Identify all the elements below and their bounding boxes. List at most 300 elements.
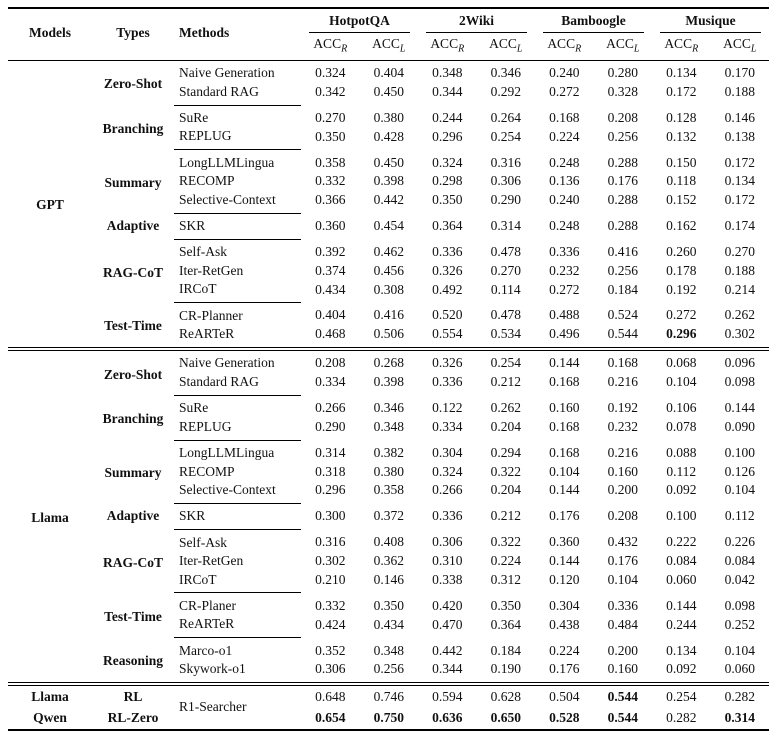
table-row xyxy=(8,530,769,552)
value-cell: 0.184 xyxy=(607,281,638,297)
value-cell: 0.348 xyxy=(373,642,404,658)
value-cell: 0.364 xyxy=(490,616,521,632)
value-cell: 0.120 xyxy=(549,571,580,587)
value-cell: 0.144 xyxy=(549,482,580,498)
model-label: GPT xyxy=(36,197,64,213)
metric-header-accr-bamboogle: $ACC_R$ xyxy=(535,33,594,60)
value-cell: 0.334 xyxy=(432,418,463,434)
value-cell: 0.204 xyxy=(490,418,521,434)
value-cell: 0.404 xyxy=(315,307,346,323)
value-cell: 0.098 xyxy=(724,597,755,613)
value-cell: 0.216 xyxy=(607,444,638,460)
table-row xyxy=(8,684,769,707)
value-cell: 0.244 xyxy=(666,616,697,632)
value-cell: 0.534 xyxy=(490,326,521,342)
value-cell: 0.282 xyxy=(711,684,770,707)
value-cell: 0.344 xyxy=(432,83,463,99)
value-cell: 0.358 xyxy=(373,482,404,498)
value-cell: 0.256 xyxy=(607,128,638,144)
value-cell: 0.260 xyxy=(666,244,697,260)
value-cell: 0.362 xyxy=(373,553,404,569)
metric-header-accl-musique: $ACC_L$ xyxy=(711,33,770,60)
type-label: Branching xyxy=(102,411,164,427)
value-cell: 0.240 xyxy=(549,65,580,81)
value-cell: 0.256 xyxy=(373,661,404,677)
value-cell: 0.210 xyxy=(315,571,346,587)
value-cell: 0.636 xyxy=(432,709,463,725)
method-label: Marco-o1 xyxy=(174,638,301,660)
value-cell: 0.172 xyxy=(724,191,755,207)
value-cell: 0.308 xyxy=(373,281,404,297)
benchmark-header-2wiki: 2Wiki xyxy=(418,8,535,33)
type-label: Zero-Shot xyxy=(92,349,174,395)
value-cell: 0.112 xyxy=(724,508,755,524)
value-cell: 0.168 xyxy=(594,349,653,373)
value-cell: 0.112 xyxy=(666,463,697,479)
value-cell: 0.268 xyxy=(360,349,419,373)
value-cell: 0.288 xyxy=(607,191,638,207)
value-cell: 0.118 xyxy=(666,173,697,189)
type-label: RL xyxy=(92,684,174,707)
value-cell: 0.200 xyxy=(607,642,638,658)
table-row xyxy=(8,303,769,325)
type-label: RL-Zero xyxy=(107,709,159,725)
value-cell: 0.272 xyxy=(549,83,580,99)
value-cell: 0.434 xyxy=(373,616,404,632)
method-label: Skywork-o1 xyxy=(179,661,246,677)
value-cell: 0.650 xyxy=(490,709,521,725)
value-cell: 0.380 xyxy=(373,463,404,479)
section-llama-qwen xyxy=(8,684,769,730)
value-cell: 0.314 xyxy=(724,709,755,725)
value-cell: 0.456 xyxy=(373,262,404,278)
value-cell: 0.126 xyxy=(724,463,755,479)
table-row xyxy=(8,150,769,172)
value-cell: 0.288 xyxy=(607,218,638,234)
type-label: Test-Time xyxy=(104,608,162,624)
table-row xyxy=(8,593,769,615)
value-cell: 0.122 xyxy=(432,400,463,416)
col-header-models: Models xyxy=(8,8,92,60)
value-cell: 0.314 xyxy=(315,444,346,460)
method-label: Standard RAG xyxy=(179,83,259,99)
method-label: ReARTeR xyxy=(179,616,235,632)
value-cell: 0.098 xyxy=(724,374,755,390)
value-cell: 0.232 xyxy=(607,418,638,434)
value-cell: 0.350 xyxy=(490,597,521,613)
value-cell: 0.350 xyxy=(432,191,463,207)
value-cell: 0.336 xyxy=(432,244,463,260)
value-cell: 0.334 xyxy=(315,374,346,390)
value-cell: 0.326 xyxy=(418,349,477,373)
value-cell: 0.304 xyxy=(549,597,580,613)
metric-header-accl-2wiki: $ACC_L$ xyxy=(477,33,536,60)
value-cell: 0.152 xyxy=(666,191,697,207)
value-cell: 0.144 xyxy=(724,400,755,416)
value-cell: 0.264 xyxy=(490,109,521,125)
value-cell: 0.060 xyxy=(724,661,755,677)
value-cell: 0.084 xyxy=(666,553,697,569)
value-cell: 0.346 xyxy=(490,65,521,81)
value-cell: 0.416 xyxy=(373,307,404,323)
value-cell: 0.544 xyxy=(594,684,653,707)
value-cell: 0.266 xyxy=(432,482,463,498)
value-cell: 0.372 xyxy=(373,508,404,524)
method-label: IRCoT xyxy=(179,281,217,297)
type-label: RAG-CoT xyxy=(103,264,163,280)
value-cell: 0.648 xyxy=(301,684,360,707)
value-cell: 0.438 xyxy=(549,616,580,632)
method-label: Selective-Context xyxy=(179,481,276,497)
col-header-types: Types xyxy=(92,8,174,60)
value-cell: 0.092 xyxy=(666,661,697,677)
value-cell: 0.106 xyxy=(666,400,697,416)
value-cell: 0.442 xyxy=(432,642,463,658)
value-cell: 0.270 xyxy=(724,244,755,260)
value-cell: 0.254 xyxy=(652,684,711,707)
model-label: Llama xyxy=(8,349,92,684)
value-cell: 0.478 xyxy=(490,307,521,323)
method-label: ReARTeR xyxy=(179,326,235,342)
table-row xyxy=(8,60,769,82)
value-cell: 0.146 xyxy=(373,571,404,587)
value-cell: 0.060 xyxy=(666,571,697,587)
value-cell: 0.316 xyxy=(490,154,521,170)
value-cell: 0.208 xyxy=(301,349,360,373)
value-cell: 0.200 xyxy=(607,482,638,498)
value-cell: 0.104 xyxy=(724,482,755,498)
method-label: CR-Planer xyxy=(174,593,301,615)
value-cell: 0.170 xyxy=(724,65,755,81)
value-cell: 0.336 xyxy=(432,374,463,390)
value-cell: 0.144 xyxy=(549,553,580,569)
value-cell: 0.132 xyxy=(666,128,697,144)
value-cell: 0.462 xyxy=(373,244,404,260)
method-label: Iter-RetGen xyxy=(179,262,244,278)
value-cell: 0.300 xyxy=(315,508,346,524)
method-label: LongLLMLingua xyxy=(174,150,301,172)
method-label: IRCoT xyxy=(179,571,217,587)
value-cell: 0.380 xyxy=(373,109,404,125)
value-cell: 0.398 xyxy=(373,173,404,189)
table-row xyxy=(8,239,769,261)
value-cell: 0.188 xyxy=(724,83,755,99)
value-cell: 0.192 xyxy=(607,400,638,416)
value-cell: 0.344 xyxy=(432,661,463,677)
value-cell: 0.324 xyxy=(315,65,346,81)
value-cell: 0.316 xyxy=(315,534,346,550)
method-label: REPLUG xyxy=(179,418,232,434)
value-cell: 0.178 xyxy=(666,262,697,278)
metric-header-accr-musique: $ACC_R$ xyxy=(652,33,711,60)
table-header xyxy=(8,8,769,60)
value-cell: 0.224 xyxy=(549,642,580,658)
value-cell: 0.348 xyxy=(432,65,463,81)
value-cell: 0.168 xyxy=(549,418,580,434)
value-cell: 0.262 xyxy=(724,307,755,323)
value-cell: 0.416 xyxy=(607,244,638,260)
table-row xyxy=(8,638,769,660)
value-cell: 0.478 xyxy=(490,244,521,260)
value-cell: 0.450 xyxy=(373,154,404,170)
type-label: Zero-Shot xyxy=(103,76,163,92)
value-cell: 0.296 xyxy=(315,482,346,498)
value-cell: 0.298 xyxy=(432,173,463,189)
value-cell: 0.138 xyxy=(724,128,755,144)
value-cell: 0.144 xyxy=(666,597,697,613)
type-label: Branching xyxy=(102,120,164,136)
table-row xyxy=(8,105,769,127)
type-label: Summary xyxy=(104,465,162,481)
benchmark-header-bamboogle: Bamboogle xyxy=(535,8,652,33)
value-cell: 0.428 xyxy=(373,128,404,144)
value-cell: 0.524 xyxy=(607,307,638,323)
value-cell: 0.254 xyxy=(477,349,536,373)
value-cell: 0.628 xyxy=(477,684,536,707)
type-label: Summary xyxy=(104,174,162,190)
value-cell: 0.506 xyxy=(373,326,404,342)
table-row xyxy=(8,213,769,239)
value-cell: 0.544 xyxy=(607,326,638,342)
value-cell: 0.262 xyxy=(490,400,521,416)
value-cell: 0.224 xyxy=(549,128,580,144)
value-cell: 0.358 xyxy=(315,154,346,170)
value-cell: 0.244 xyxy=(432,109,463,125)
value-cell: 0.302 xyxy=(315,553,346,569)
type-label: Adaptive xyxy=(106,508,160,524)
table-row xyxy=(8,395,769,417)
value-cell: 0.172 xyxy=(724,154,755,170)
value-cell: 0.240 xyxy=(549,191,580,207)
value-cell: 0.208 xyxy=(607,508,638,524)
value-cell: 0.470 xyxy=(432,616,463,632)
value-cell: 0.496 xyxy=(549,326,580,342)
value-cell: 0.290 xyxy=(490,191,521,207)
value-cell: 0.338 xyxy=(432,571,463,587)
value-cell: 0.144 xyxy=(535,349,594,373)
value-cell: 0.168 xyxy=(549,444,580,460)
model-label: Llama xyxy=(8,684,92,707)
value-cell: 0.134 xyxy=(666,65,697,81)
value-cell: 0.442 xyxy=(373,191,404,207)
value-cell: 0.302 xyxy=(724,326,755,342)
value-cell: 0.404 xyxy=(373,65,404,81)
value-cell: 0.150 xyxy=(666,154,697,170)
value-cell: 0.382 xyxy=(373,444,404,460)
value-cell: 0.342 xyxy=(315,83,346,99)
value-cell: 0.100 xyxy=(666,508,697,524)
value-cell: 0.408 xyxy=(373,534,404,550)
value-cell: 0.252 xyxy=(724,616,755,632)
value-cell: 0.322 xyxy=(490,463,521,479)
method-label: SKR xyxy=(174,213,301,239)
value-cell: 0.326 xyxy=(432,262,463,278)
method-label: Naive Generation xyxy=(174,349,301,373)
value-cell: 0.424 xyxy=(315,616,346,632)
value-cell: 0.248 xyxy=(549,218,580,234)
value-cell: 0.212 xyxy=(490,374,521,390)
results-table xyxy=(8,7,769,731)
value-cell: 0.078 xyxy=(666,418,697,434)
value-cell: 0.042 xyxy=(724,571,755,587)
value-cell: 0.454 xyxy=(373,218,404,234)
value-cell: 0.306 xyxy=(490,173,521,189)
value-cell: 0.212 xyxy=(490,508,521,524)
value-cell: 0.432 xyxy=(607,534,638,550)
method-label: Selective-Context xyxy=(179,191,276,207)
value-cell: 0.266 xyxy=(315,400,346,416)
value-cell: 0.294 xyxy=(490,444,521,460)
type-label: RAG-CoT xyxy=(103,554,163,570)
value-cell: 0.090 xyxy=(724,418,755,434)
value-cell: 0.232 xyxy=(549,262,580,278)
value-cell: 0.168 xyxy=(549,109,580,125)
table-row xyxy=(8,707,769,729)
metric-header-accl-hotpotqa: $ACC_L$ xyxy=(360,33,419,60)
method-label: SuRe xyxy=(174,395,301,417)
value-cell: 0.318 xyxy=(315,463,346,479)
value-cell: 0.350 xyxy=(373,597,404,613)
metric-header-accr-hotpotqa: $ACC_R$ xyxy=(301,33,360,60)
value-cell: 0.290 xyxy=(315,418,346,434)
value-cell: 0.280 xyxy=(607,65,638,81)
value-cell: 0.398 xyxy=(373,374,404,390)
value-cell: 0.176 xyxy=(549,661,580,677)
method-label: LongLLMLingua xyxy=(174,440,301,462)
value-cell: 0.332 xyxy=(315,597,346,613)
metric-header-accl-bamboogle: $ACC_L$ xyxy=(594,33,653,60)
method-label: SuRe xyxy=(174,105,301,127)
value-cell: 0.296 xyxy=(432,128,463,144)
value-cell: 0.292 xyxy=(490,83,521,99)
section-llama xyxy=(8,349,769,684)
table-row xyxy=(8,503,769,529)
value-cell: 0.420 xyxy=(432,597,463,613)
value-cell: 0.160 xyxy=(607,661,638,677)
value-cell: 0.104 xyxy=(607,571,638,587)
value-cell: 0.096 xyxy=(711,349,770,373)
method-label: RECOMP xyxy=(179,173,235,189)
method-label: Iter-RetGen xyxy=(179,553,244,569)
value-cell: 0.084 xyxy=(724,553,755,569)
value-cell: 0.134 xyxy=(666,642,697,658)
value-cell: 0.248 xyxy=(549,154,580,170)
value-cell: 0.350 xyxy=(315,128,346,144)
section-gpt xyxy=(8,60,769,349)
value-cell: 0.272 xyxy=(549,281,580,297)
value-cell: 0.374 xyxy=(315,262,346,278)
value-cell: 0.488 xyxy=(549,307,580,323)
method-label: Standard RAG xyxy=(179,373,259,389)
value-cell: 0.068 xyxy=(652,349,711,373)
value-cell: 0.176 xyxy=(607,173,638,189)
value-cell: 0.176 xyxy=(607,553,638,569)
value-cell: 0.504 xyxy=(535,684,594,707)
method-label: CR-Planner xyxy=(174,303,301,325)
value-cell: 0.160 xyxy=(607,463,638,479)
value-cell: 0.088 xyxy=(666,444,697,460)
value-cell: 0.304 xyxy=(432,444,463,460)
value-cell: 0.306 xyxy=(315,661,346,677)
value-cell: 0.306 xyxy=(432,534,463,550)
value-cell: 0.174 xyxy=(724,218,755,234)
value-cell: 0.346 xyxy=(373,400,404,416)
metric-header-accr-2wiki: $ACC_R$ xyxy=(418,33,477,60)
value-cell: 0.520 xyxy=(432,307,463,323)
value-cell: 0.192 xyxy=(666,281,697,297)
value-cell: 0.322 xyxy=(490,534,521,550)
value-cell: 0.324 xyxy=(432,463,463,479)
value-cell: 0.528 xyxy=(549,709,580,725)
benchmark-header-musique: Musique xyxy=(652,8,769,33)
table-row xyxy=(8,349,769,373)
value-cell: 0.348 xyxy=(373,418,404,434)
value-cell: 0.216 xyxy=(607,374,638,390)
value-cell: 0.146 xyxy=(724,109,755,125)
value-cell: 0.222 xyxy=(666,534,697,550)
value-cell: 0.168 xyxy=(549,374,580,390)
value-cell: 0.314 xyxy=(490,218,521,234)
value-cell: 0.270 xyxy=(315,109,346,125)
value-cell: 0.162 xyxy=(666,218,697,234)
value-cell: 0.188 xyxy=(724,262,755,278)
type-label: Adaptive xyxy=(106,218,160,234)
value-cell: 0.270 xyxy=(490,262,521,278)
value-cell: 0.336 xyxy=(432,508,463,524)
value-cell: 0.332 xyxy=(315,173,346,189)
value-cell: 0.184 xyxy=(490,642,521,658)
method-label: RECOMP xyxy=(179,463,235,479)
value-cell: 0.364 xyxy=(432,218,463,234)
value-cell: 0.160 xyxy=(549,400,580,416)
model-label: Qwen xyxy=(33,709,67,725)
type-label: Reasoning xyxy=(102,653,163,669)
value-cell: 0.434 xyxy=(315,281,346,297)
value-cell: 0.296 xyxy=(666,326,697,342)
value-cell: 0.136 xyxy=(549,173,580,189)
value-cell: 0.092 xyxy=(666,482,697,498)
value-cell: 0.392 xyxy=(315,244,346,260)
value-cell: 0.468 xyxy=(315,326,346,342)
value-cell: 0.654 xyxy=(315,709,346,725)
value-cell: 0.128 xyxy=(666,109,697,125)
value-cell: 0.176 xyxy=(549,508,580,524)
value-cell: 0.204 xyxy=(490,482,521,498)
value-cell: 0.104 xyxy=(549,463,580,479)
value-cell: 0.190 xyxy=(490,661,521,677)
value-cell: 0.256 xyxy=(607,262,638,278)
value-cell: 0.282 xyxy=(666,709,697,725)
value-cell: 0.104 xyxy=(724,642,755,658)
method-label: Naive Generation xyxy=(179,65,275,81)
table-row xyxy=(8,440,769,462)
method-label: SKR xyxy=(174,503,301,529)
method-label: Self-Ask xyxy=(174,530,301,552)
value-cell: 0.746 xyxy=(360,684,419,707)
method-label: R1-Searcher xyxy=(174,684,301,730)
value-cell: 0.114 xyxy=(490,281,521,297)
value-cell: 0.366 xyxy=(315,191,346,207)
value-cell: 0.214 xyxy=(724,281,755,297)
value-cell: 0.336 xyxy=(549,244,580,260)
benchmark-header-hotpotqa: HotpotQA xyxy=(301,8,418,33)
value-cell: 0.450 xyxy=(373,83,404,99)
value-cell: 0.750 xyxy=(373,709,404,725)
type-label: Test-Time xyxy=(104,318,162,334)
value-cell: 0.104 xyxy=(666,374,697,390)
value-cell: 0.288 xyxy=(607,154,638,170)
value-cell: 0.310 xyxy=(432,553,463,569)
